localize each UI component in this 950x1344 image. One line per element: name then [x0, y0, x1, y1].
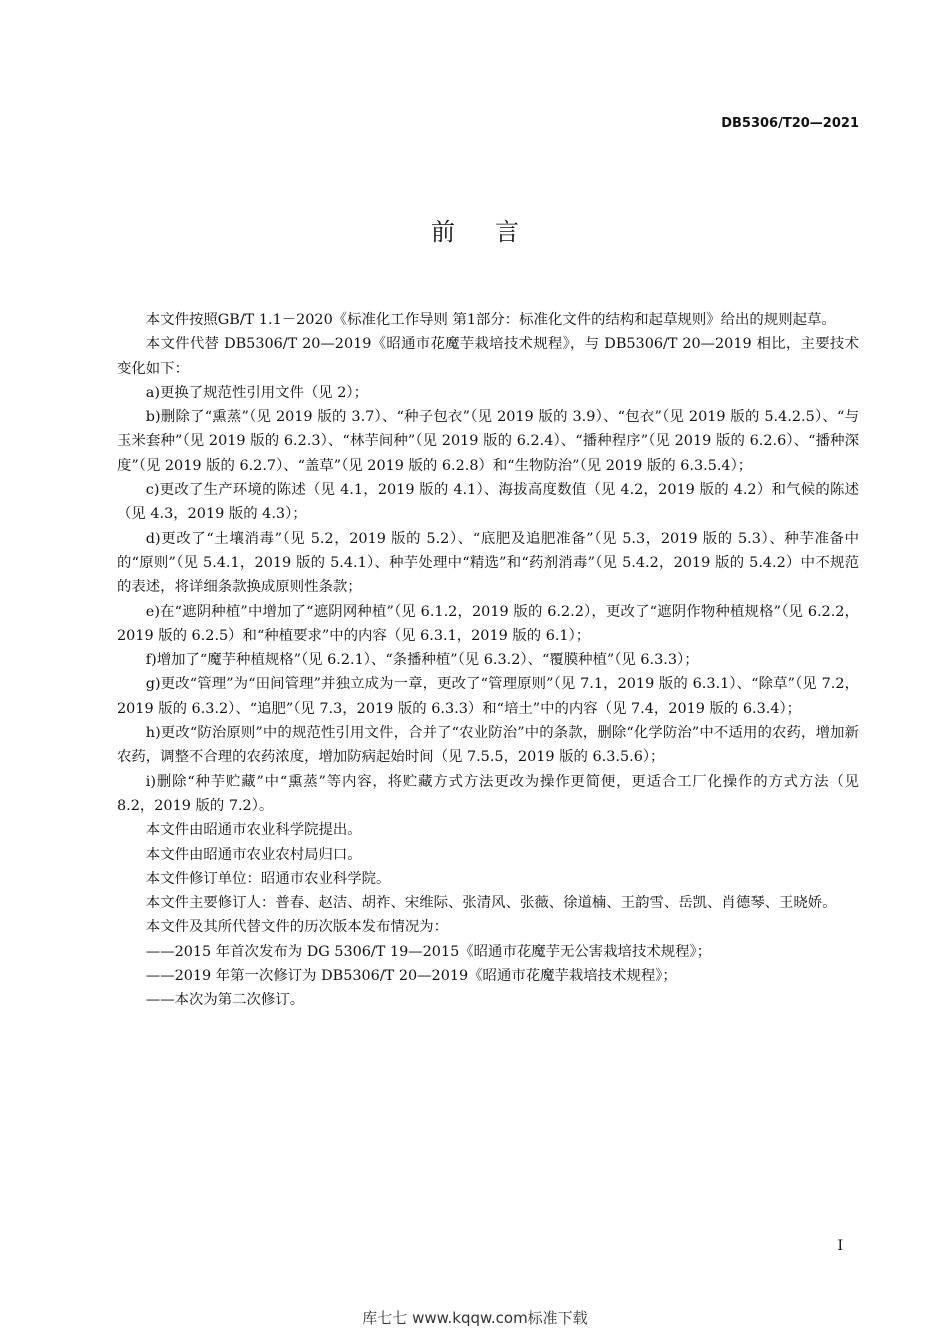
paragraph: 本文件及其所代替文件的历次版本发布情况为： — [145, 919, 449, 936]
paragraph: ——2015 年首次发布为 DG 5306/T 19—2015《昭通市花魔芋无公害栽培技术规程》； — [145, 943, 712, 960]
paragraph: d)更改了“土壤消毒”（见 5.2，2019 版的 5.2）、“底肥及追肥准备”（见 5.3，2019 版的 5.3）、种芋准备中的“原则”（见 5.4.1，2019 版的 5.4.1）、种芋处理中“精选”和“药剂消毒”（见 5.4.2，2019 版的 5.4.2）中不规范的表述，将详细条款换成原则性条款； — [117, 530, 859, 596]
paragraph: ——本次为第二次修订。 — [145, 992, 305, 1009]
document-code: DB5306/T20—2021 — [721, 116, 859, 131]
paragraph: ——2019 年第一次修订为 DB5306/T 20—2019《昭通市花魔芋栽培技术规程》； — [145, 968, 677, 985]
paragraph: 本文件主要修订人：普春、赵洁、胡祚、宋维际、张清风、张薇、徐道楠、王韵雪、岳凯、肖德琴、王晓娇。 — [145, 895, 837, 912]
paragraph: 本文件由昭通市农业农村局归口。 — [145, 846, 362, 863]
foreword-body — [117, 308, 859, 1013]
paragraph: h)更改“防治原则”中的规范性引用文件，合并了“农业防治”中的条款，删除“化学防治”中不适用的农药，增加新农药，调整不合理的农药浓度，增加防病起始时间（见 7.5.5，2019 版的 6.3.5.6）； — [117, 725, 859, 766]
footer-watermark: 库七七 www.kqqw.com标准下载 — [362, 1309, 588, 1327]
page-title: 前言 — [431, 218, 559, 246]
paragraph: 本文件按照GB/T 1.1－2020《标准化工作导则 第1部分：标准化文件的结构和起草规则》给出的规则起草。 — [145, 312, 836, 328]
paragraph: b)删除了“熏蒸”（见 2019 版的 3.7）、“种子包衣”（见 2019 版的 3.9）、“包衣”（见 2019 版的 5.4.2.5）、“与玉米套种”（见 2019 版的 6.2.3）、“林芋间种”（见 2019 版的 6.2.4）、“播种程序”（见 2019 版的 6.2.6）、“播种深度”（见 2019 版的 6.2.7）、“盖草”（见 2019 版的 6.2.8）和“生物防治”（见 2019 版的 6.3.5.4）； — [117, 409, 859, 474]
paragraph: g)更改“管理”为“田间管理”并独立成为一章，更改了“管理原则”（见 7.1，2019 版的 6.3.1）、“除草”（见 7.2，2019 版的 6.3.2）、“追肥”（见 7.3，2019 版的 6.3.3）和“培土”中的内容（见 7.4，2019 版的 6.3.4）； — [117, 676, 859, 717]
page-number: I — [837, 1238, 843, 1254]
paragraph: c)更改了生产环境的陈述（见 4.1，2019 版的 4.1）、海拔高度数值（见 4.2，2019 版的 4.2）和气候的陈述（见 4.3，2019 版的 4.3）； — [117, 482, 859, 523]
paragraph: f)增加了“魔芋种植规格”（见 6.2.1）、“条播种植”（见 6.3.2）、“覆膜种植”（见 6.3.3）； — [145, 652, 699, 669]
paragraph: 本文件由昭通市农业科学院提出。 — [145, 822, 362, 839]
paragraph: a)更换了规范性引用文件（见 2）； — [145, 384, 368, 401]
paragraph: i)删除“种芋贮藏”中“熏蒸”等内容，将贮藏方式方法更改为操作更简便，更适合工厂化操作的方式方法（见 8.2，2019 版的 7.2）。 — [117, 773, 859, 814]
paragraph: 本文件修订单位：昭通市农业科学院。 — [145, 870, 391, 887]
paragraph: e)在“遮阴种植”中增加了“遮阴网种植”（见 6.1.2，2019 版的 6.2.2），更改了“遮阴作物种植规格”（见 6.2.2，2019 版的 6.2.5）和“种植要求”中的内容（见 6.3.1，2019 版的 6.1）； — [117, 603, 859, 644]
paragraph: 本文件代替 DB5306/T 20—2019《昭通市花魔芋栽培技术规程》，与 DB5306/T 20—2019 相比，主要技术变化如下： — [117, 336, 859, 377]
